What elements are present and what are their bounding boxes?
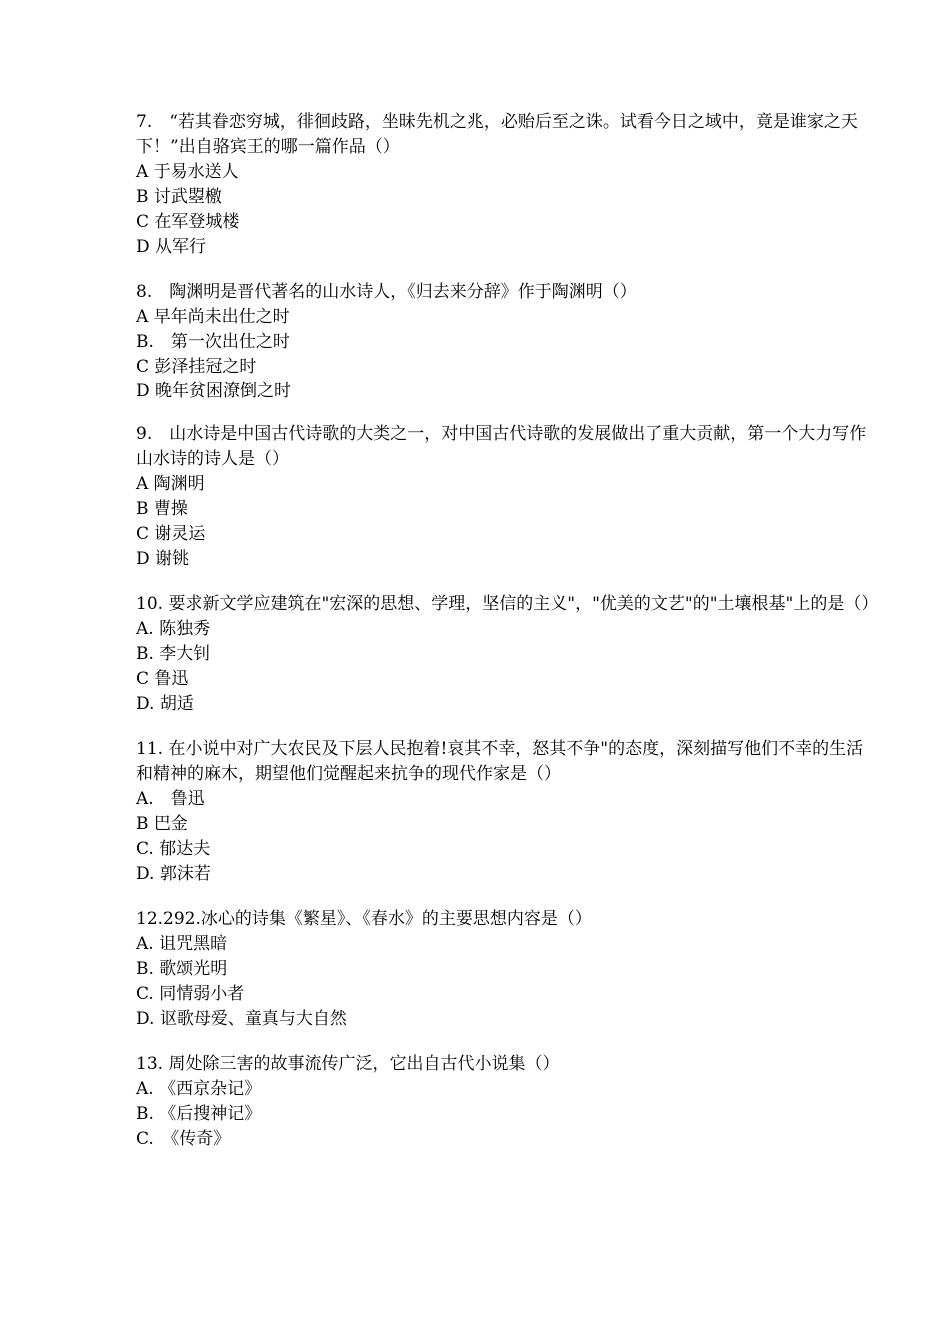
- option-c: C 在军登城楼: [136, 212, 240, 232]
- option-c: C. 《传奇》: [136, 1129, 231, 1149]
- question-10: [136, 592, 879, 717]
- option-c: C 鲁迅: [136, 669, 189, 689]
- option-d: D 晚年贫困潦倒之时: [136, 381, 292, 401]
- question-13: [136, 1052, 876, 1152]
- option-a: A 陶渊明: [136, 474, 205, 494]
- option-a: A. 鲁迅: [136, 789, 205, 809]
- option-b: B 曹操: [136, 499, 188, 519]
- option-a: A. 诅咒黑暗: [136, 934, 228, 954]
- option-c: C 彭泽挂冠之时: [136, 357, 257, 377]
- option-b: B 讨武曌檄: [136, 187, 222, 207]
- question-stem: 10. 要求新文学应建筑在"宏深的思想、学理，坚信的主义"，"优美的文艺"的"土壤根基"上的是（）: [136, 594, 879, 614]
- question-stem: 13. 周处除三害的故事流传广泛，它出自古代小说集（）: [136, 1054, 560, 1074]
- question-stem: 7. “若其眷恋穷城，徘徊歧路，坐昧先机之兆，必贻后至之诛。试看今日之域中，竟是谁家之天下！”出自骆宾王的哪一篇作品（）: [136, 112, 858, 157]
- question-stem: 8. 陶渊明是晋代著名的山水诗人，《归去来分辞》作于陶渊明（）: [136, 282, 637, 302]
- option-a: A 早年尚未出仕之时: [136, 307, 290, 327]
- document-page: [136, 110, 879, 1172]
- option-d: D 谢铫: [136, 549, 190, 569]
- option-d: D. 郭沫若: [136, 864, 211, 884]
- question-stem: 9. 山水诗是中国古代诗歌的大类之一，对中国古代诗歌的发展做出了重大贡献，第一个大力写作山水诗的诗人是（）: [136, 424, 867, 469]
- option-b: B. 《后搜神记》: [136, 1104, 262, 1124]
- option-d: D. 讴歌母爱、童真与大自然: [136, 1009, 347, 1029]
- option-c: C. 同情弱小者: [136, 984, 245, 1004]
- question-stem: 11. 在小说中对广大农民及下层人民抱着!哀其不幸，怒其不争"的态度，深刻描写他们不幸的生活和精神的麻木，期望他们觉醒起来抗争的现代作家是（）: [136, 739, 864, 784]
- option-b: B. 第一次出仕之时: [136, 332, 290, 352]
- option-b: B 巴金: [136, 814, 188, 834]
- question-stem: 12.292.冰心的诗集《繁星》、《春水》的主要思想内容是（）: [136, 909, 592, 929]
- option-d: D 从军行: [136, 237, 207, 257]
- option-d: D. 胡适: [136, 694, 194, 714]
- option-a: A 于易水送人: [136, 162, 239, 182]
- option-c: C. 郁达夫: [136, 839, 211, 859]
- option-a: A. 陈独秀: [136, 619, 211, 639]
- question-11: [136, 737, 876, 887]
- question-7: [136, 110, 876, 260]
- question-9: [136, 422, 876, 572]
- option-a: A. 《西京杂记》: [136, 1079, 262, 1099]
- option-c: C 谢灵运: [136, 524, 206, 544]
- option-b: B. 歌颂光明: [136, 959, 228, 979]
- question-8: [136, 280, 876, 402]
- option-b: B. 李大钊: [136, 644, 211, 664]
- question-12: [136, 907, 876, 1032]
